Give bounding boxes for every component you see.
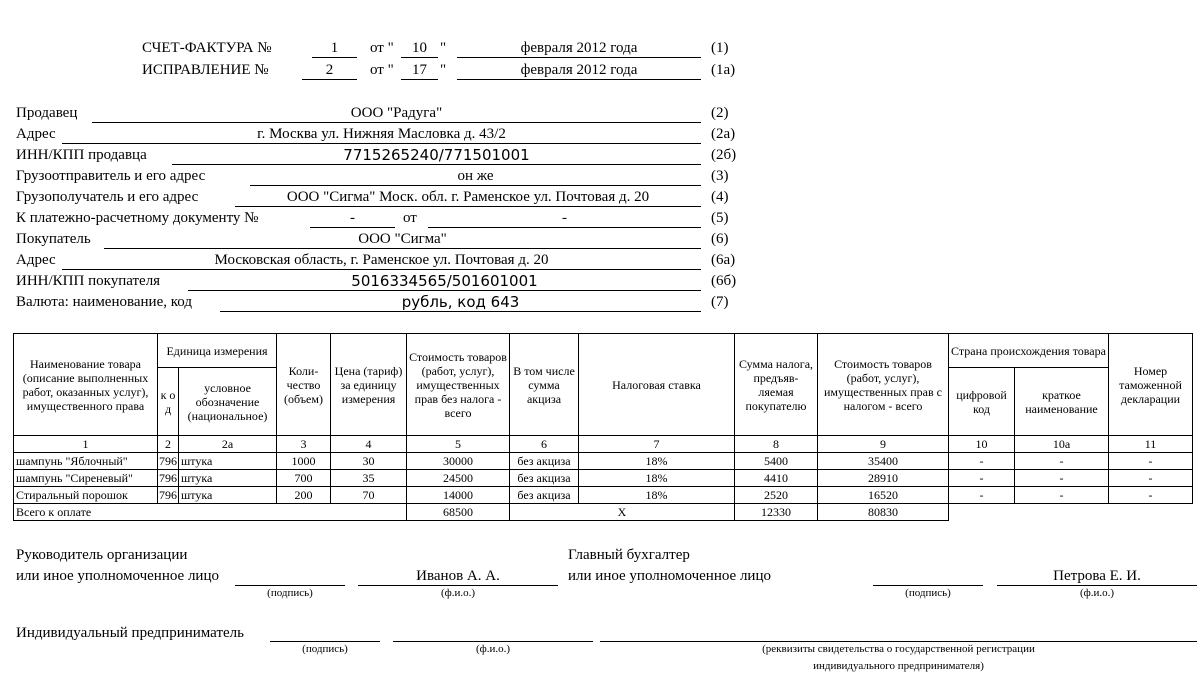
ip-requisites-caption-2: индивидуального предпринимателя)	[813, 660, 984, 672]
buyer-inn-ref: (6б)	[711, 273, 737, 289]
payment-doc-label: К платежно-расчетному документу №	[16, 210, 259, 226]
item-cost: 14000	[407, 487, 510, 504]
invoice-title-label: СЧЕТ-ФАКТУРА №	[142, 40, 272, 56]
correction-month-year: февраля 2012 года	[457, 61, 701, 80]
item-name: шампунь "Яблочный"	[14, 453, 158, 470]
item-country-code: -	[949, 470, 1015, 487]
shipper-label: Грузоотправитель и его адрес	[16, 168, 206, 184]
item-excise: без акциза	[510, 487, 579, 504]
col-number: 5	[407, 436, 510, 453]
ip-name-line	[393, 623, 593, 642]
total-total: 80830	[818, 504, 949, 521]
currency-value: рубль, код 643	[220, 293, 701, 312]
invoice-ref: (1)	[711, 40, 729, 56]
header-excise: В том числе сумма акциза	[510, 334, 579, 436]
item-tax: 2520	[735, 487, 818, 504]
total-row	[14, 504, 1193, 521]
col-number: 2	[158, 436, 179, 453]
ip-sign-caption: (подпись)	[302, 643, 348, 655]
consignee-value: ООО "Сигма" Моск. обл. г. Раменское ул. Почтовая д. 20	[235, 188, 701, 207]
payment-doc-ot: от	[403, 210, 417, 226]
header-qty: Коли-чество (объем)	[277, 334, 331, 436]
invoice-table	[13, 333, 1193, 521]
head-label-line1: Руководитель организации	[16, 547, 188, 563]
table-row	[14, 487, 1193, 504]
item-declaration: -	[1109, 453, 1193, 470]
head-signature-line	[235, 567, 345, 586]
ip-requisites-line	[600, 623, 1197, 642]
item-declaration: -	[1109, 487, 1193, 504]
payment-doc-ref: (5)	[711, 210, 729, 226]
ip-signature-line	[270, 623, 380, 642]
empty-cell	[949, 504, 1193, 521]
col-number: 2а	[179, 436, 277, 453]
item-unit-code: 796	[159, 488, 177, 502]
correction-number: 2	[302, 61, 357, 80]
header-tax: Сумма налога, предъяв-ляемая покупателю	[735, 334, 818, 436]
seller-ref: (2)	[711, 105, 729, 121]
header-unit-code: к о д	[158, 368, 179, 436]
item-tax: 5400	[735, 453, 818, 470]
column-numbers-row	[14, 436, 1193, 453]
buyer-label: Покупатель	[16, 231, 91, 247]
header-unit-name: условное обозначение (национальное)	[179, 368, 277, 436]
item-unit-name: штука	[179, 453, 277, 470]
header-price: Цена (тариф) за единицу измерения	[331, 334, 407, 436]
correction-day: 17	[401, 61, 438, 80]
accountant-sign-caption: (подпись)	[905, 587, 951, 599]
invoice-quote-close: "	[440, 40, 447, 56]
header-rate: Налоговая ставка	[579, 334, 735, 436]
col-number: 8	[735, 436, 818, 453]
header-country: Страна происхождения товара	[949, 334, 1109, 368]
item-unit-name: штука	[179, 470, 277, 487]
header-total: Стоимость товаров (работ, услуг), имущественных прав с налогом - всего	[818, 334, 949, 436]
accountant-signature-line	[873, 567, 983, 586]
col-number: 9	[818, 436, 949, 453]
seller-address-label: Адрес	[16, 126, 56, 142]
item-unit-code: 796	[159, 454, 177, 468]
payment-doc-number: -	[310, 209, 395, 228]
item-total: 35400	[818, 453, 949, 470]
head-name: Иванов А. А.	[358, 567, 558, 586]
item-rate: 18%	[579, 470, 735, 487]
buyer-address-label: Адрес	[16, 252, 56, 268]
correction-title-label: ИСПРАВЛЕНИЕ №	[142, 62, 269, 78]
table-row	[14, 453, 1193, 470]
buyer-ref: (6)	[711, 231, 729, 247]
item-qty: 200	[277, 487, 331, 504]
invoice-ot: от "	[370, 40, 394, 56]
buyer-address-ref: (6а)	[711, 252, 736, 268]
header-name: Наименование товара (описание выполненных работ, оказанных услуг), имущественного права	[14, 334, 158, 436]
ip-label: Индивидуальный предприниматель	[16, 625, 244, 641]
accountant-label-line2: или иное уполномоченное лицо	[568, 568, 771, 584]
correction-ot: от "	[370, 62, 394, 78]
shipper-value: он же	[250, 167, 701, 186]
item-country-name: -	[1015, 487, 1109, 504]
seller-inn-value: 7715265240/771501001	[172, 146, 701, 165]
total-x: X	[510, 504, 735, 521]
item-total: 28910	[818, 470, 949, 487]
item-qty: 700	[277, 470, 331, 487]
consignee-ref: (4)	[711, 189, 729, 205]
item-name: Стиральный порошок	[14, 487, 158, 504]
seller-inn-ref: (2б)	[711, 147, 737, 163]
item-tax: 4410	[735, 470, 818, 487]
col-number: 7	[579, 436, 735, 453]
invoice-month-year: февраля 2012 года	[457, 39, 701, 58]
consignee-label: Грузополучатель и его адрес	[16, 189, 199, 205]
invoice-number: 1	[312, 39, 357, 58]
col-number: 1	[14, 436, 158, 453]
item-total: 16520	[818, 487, 949, 504]
payment-doc-date: -	[428, 209, 701, 228]
item-rate: 18%	[579, 487, 735, 504]
item-name: шампунь "Сиреневый"	[14, 470, 158, 487]
total-tax: 12330	[735, 504, 818, 521]
currency-label: Валюта: наименование, код	[16, 294, 192, 310]
header-unit: Единица измерения	[158, 334, 277, 368]
item-price: 70	[331, 487, 407, 504]
correction-quote-close: "	[440, 62, 447, 78]
correction-ref: (1а)	[711, 62, 736, 78]
item-price: 35	[331, 470, 407, 487]
header-cost: Стоимость товаров (работ, услуг), имущественных прав без налога - всего	[407, 334, 510, 436]
header-declaration: Номер таможенной декларации	[1109, 334, 1193, 436]
head-fio-caption: (ф.и.о.)	[440, 587, 476, 599]
item-excise: без акциза	[510, 453, 579, 470]
seller-label: Продавец	[16, 105, 78, 121]
col-number: 4	[331, 436, 407, 453]
head-label-line2: или иное уполномоченное лицо	[16, 568, 219, 584]
accountant-name: Петрова Е. И.	[997, 567, 1197, 586]
header-country-code: цифровой код	[949, 368, 1015, 436]
currency-ref: (7)	[711, 294, 729, 310]
col-number: 6	[510, 436, 579, 453]
buyer-value: ООО "Сигма"	[104, 230, 701, 249]
item-cost: 24500	[407, 470, 510, 487]
total-label: Всего к оплате	[14, 504, 407, 521]
table-row	[14, 470, 1193, 487]
invoice-day: 10	[401, 39, 438, 58]
item-rate: 18%	[579, 453, 735, 470]
item-excise: без акциза	[510, 470, 579, 487]
accountant-fio-caption: (ф.и.о.)	[1079, 587, 1115, 599]
item-declaration: -	[1109, 470, 1193, 487]
item-unit-code: 796	[159, 471, 177, 485]
item-unit-name: штука	[179, 487, 277, 504]
shipper-ref: (3)	[711, 168, 729, 184]
total-cost: 68500	[407, 504, 510, 521]
buyer-inn-label: ИНН/КПП покупателя	[16, 273, 161, 289]
col-number: 11	[1109, 436, 1193, 453]
item-price: 30	[331, 453, 407, 470]
item-cost: 30000	[407, 453, 510, 470]
head-sign-caption: (подпись)	[267, 587, 313, 599]
seller-inn-label: ИНН/КПП продавца	[16, 147, 147, 163]
item-country-code: -	[949, 487, 1015, 504]
col-number: 3	[277, 436, 331, 453]
ip-fio-caption: (ф.и.о.)	[475, 643, 511, 655]
seller-address-value: г. Москва ул. Нижняя Масловка д. 43/2	[62, 125, 701, 144]
col-number: 10	[949, 436, 1015, 453]
item-country-code: -	[949, 453, 1015, 470]
buyer-inn-value: 5016334565/501601001	[188, 272, 701, 291]
header-country-name: краткое наименование	[1015, 368, 1109, 436]
item-country-name: -	[1015, 453, 1109, 470]
accountant-label-line1: Главный бухгалтер	[568, 547, 690, 563]
seller-value: ООО "Радуга"	[92, 104, 701, 123]
ip-requisites-caption: (реквизиты свидетельства о государственной регистрации	[762, 643, 1035, 655]
item-country-name: -	[1015, 470, 1109, 487]
item-qty: 1000	[277, 453, 331, 470]
col-number: 10а	[1015, 436, 1109, 453]
buyer-address-value: Московская область, г. Раменское ул. Почтовая д. 20	[62, 251, 701, 270]
seller-address-ref: (2а)	[711, 126, 736, 142]
